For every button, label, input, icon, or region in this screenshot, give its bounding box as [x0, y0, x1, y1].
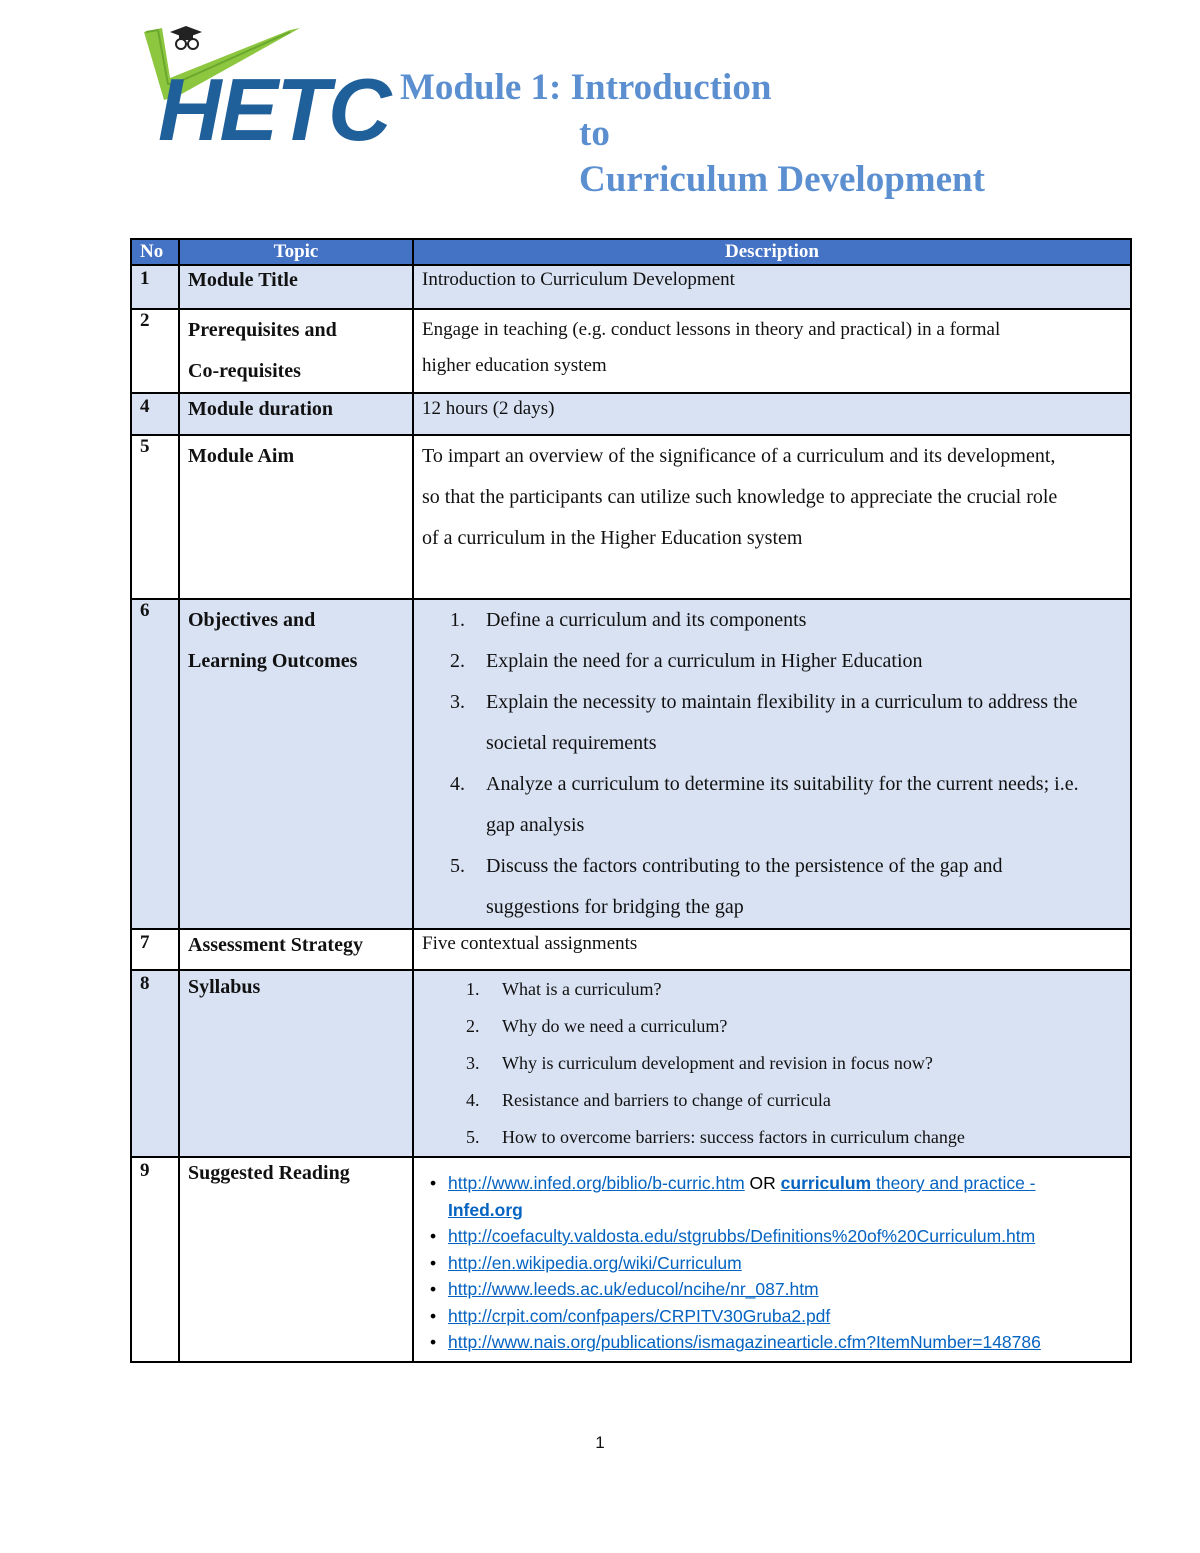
row-description: Five contextual assignments [413, 929, 1131, 970]
reading-link[interactable]: http://crpit.com/confpapers/CRPITV30Gruba2.pdf [448, 1305, 831, 1326]
row-description [413, 309, 1131, 393]
row-description [413, 1157, 1131, 1362]
reading-link[interactable]: http://www.leeds.ac.uk/educol/ncihe/nr_087.htm [448, 1279, 819, 1299]
row-topic: Module duration [179, 393, 413, 435]
list-item: 4. Analyze a curriculum to determine its suitability for the current needs; i.e. gap analysis [450, 773, 1079, 836]
list-item: 2. Explain the need for a curriculum in Higher Education [450, 650, 923, 672]
or-text: OR [749, 1173, 776, 1193]
reading-link[interactable]: http://www.nais.org/publications/ismagazinearticle.cfm?ItemNumber=148786 [448, 1332, 1041, 1352]
list-item: 5. Discuss the factors contributing to the persistence of the gap and suggestions for bridging the gap [450, 855, 1003, 918]
row-number: 2 [131, 309, 179, 393]
row-description [413, 599, 1131, 929]
list-item [430, 1276, 1126, 1303]
bullet-icon: • [430, 1226, 437, 1246]
row-topic: Syllabus [179, 970, 413, 1157]
syllabus-list [422, 971, 1122, 1156]
list-item [430, 1250, 1126, 1277]
objectives-list [422, 600, 1100, 928]
desc-line: higher education system [422, 355, 607, 376]
desc-line: Engage in teaching (e.g. conduct lessons in theory and practical) in a formal [422, 319, 1001, 340]
row-number: 7 [131, 929, 179, 970]
row-number: 1 [131, 265, 179, 309]
list-item: 4. Resistance and barriers to change of curricula [466, 1090, 831, 1110]
topic-line: Learning Outcomes [188, 650, 358, 672]
table-row [131, 1157, 1131, 1362]
bullet-icon: • [430, 1173, 437, 1193]
list-item: 3. Why is curriculum development and revision in focus now? [466, 1053, 933, 1073]
row-topic: Assessment Strategy [179, 929, 413, 970]
hetc-logo [140, 18, 390, 159]
reading-link[interactable]: http://www.infed.org/biblio/b-curric.htm [448, 1173, 745, 1193]
title-line-1: Module 1: Introduction [400, 67, 772, 108]
row-topic: Module Aim [179, 435, 413, 599]
list-item [430, 1303, 1126, 1330]
row-number: 5 [131, 435, 179, 599]
table-row [131, 435, 1131, 599]
list-item [430, 1329, 1126, 1356]
bullet-icon: • [430, 1305, 437, 1326]
header-topic: Topic [179, 239, 413, 265]
list-item: 2. Why do we need a curriculum? [466, 1016, 728, 1036]
row-description: 12 hours (2 days) [413, 393, 1131, 435]
row-number: 6 [131, 599, 179, 929]
header-no: No [131, 239, 179, 265]
table-header-row [131, 239, 1131, 265]
row-topic: Module Title [179, 265, 413, 309]
table-row [131, 393, 1131, 435]
page-number: 1 [595, 1433, 605, 1452]
list-item [430, 1223, 1126, 1250]
list-item: 3. Explain the necessity to maintain flexibility in a curriculum to address the societal requirements [450, 691, 1078, 754]
row-topic: Suggested Reading [179, 1157, 413, 1362]
list-item [430, 1170, 1126, 1223]
bullet-icon: • [430, 1332, 437, 1352]
list-item: 5. How to overcome barriers: success factors in curriculum change [466, 1127, 965, 1147]
row-number: 8 [131, 970, 179, 1157]
bullet-icon: • [430, 1252, 437, 1273]
row-topic [179, 309, 413, 393]
reading-link[interactable]: http://en.wikipedia.org/wiki/Curriculum [448, 1252, 742, 1273]
reading-list [418, 1158, 1126, 1360]
row-description: To impart an overview of the significance of a curriculum and its development, so that the participants can utilize such knowledge to appreciate the crucial role of a curriculum in the Higher Education system [413, 435, 1131, 599]
row-description [413, 970, 1131, 1157]
title-line-3: Curriculum Development [579, 159, 985, 200]
logo-text: HETC [158, 60, 390, 159]
reading-link-infed[interactable]: curriculum theory and practice - Infed.org [448, 1173, 1036, 1220]
topic-line: Co-requisites [188, 360, 301, 382]
list-item: 1. What is a curriculum? [466, 979, 662, 999]
topic-line: Objectives and [188, 609, 316, 631]
row-number: 4 [131, 393, 179, 435]
list-item: 1. Define a curriculum and its components [450, 609, 807, 631]
header-description: Description [413, 239, 1131, 265]
reading-link[interactable]: http://coefaculty.valdosta.edu/stgrubbs/Definitions%20of%20Curriculum.htm [448, 1226, 1036, 1246]
table-row [131, 309, 1131, 393]
row-description: Introduction to Curriculum Development [413, 265, 1131, 309]
bullet-icon: • [430, 1279, 437, 1299]
title-line-2: to [579, 113, 610, 154]
row-number: 9 [131, 1157, 179, 1362]
table-row [131, 599, 1131, 929]
table-row [131, 929, 1131, 970]
row-topic [179, 599, 413, 929]
table-row [131, 970, 1131, 1157]
table-row [131, 265, 1131, 309]
module-table [130, 238, 1132, 1363]
topic-line: Prerequisites and [188, 319, 337, 341]
